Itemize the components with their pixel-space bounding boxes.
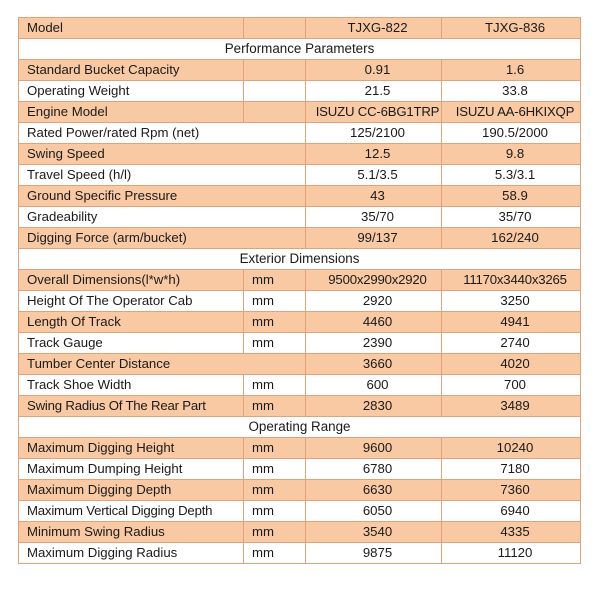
- model-2-name: TJXG-836: [442, 18, 581, 39]
- spec-row: [19, 543, 581, 564]
- spec-unit: mm: [244, 396, 306, 417]
- spec-row: [19, 102, 581, 123]
- spec-row: [19, 396, 581, 417]
- spec-unit: mm: [244, 312, 306, 333]
- spec-unit: mm: [244, 438, 306, 459]
- spec-unit: mm: [244, 543, 306, 564]
- spec-label: Maximum Dumping Height: [19, 459, 244, 480]
- section-header-row: [19, 249, 581, 270]
- spec-label: Maximum Digging Height: [19, 438, 244, 459]
- spec-label: Swing Radius Of The Rear Part: [19, 396, 244, 417]
- spec-label: Maximum Vertical Digging Depth: [19, 501, 244, 522]
- spec-value-model-2: 3489: [442, 396, 581, 417]
- section-header-row: [19, 417, 581, 438]
- spec-row: [19, 270, 581, 291]
- spec-value-model-1: 2920: [306, 291, 442, 312]
- spec-row: [19, 81, 581, 102]
- spec-row: [19, 501, 581, 522]
- spec-table: [18, 17, 581, 564]
- spec-label: Engine Model: [19, 102, 244, 123]
- spec-label: Maximum Digging Radius: [19, 543, 244, 564]
- spec-label: Overall Dimensions(l*w*h): [19, 270, 244, 291]
- spec-value-model-1: 9600: [306, 438, 442, 459]
- spec-value-model-2: 2740: [442, 333, 581, 354]
- spec-label: Rated Power/rated Rpm (net): [19, 123, 306, 144]
- spec-value-model-2: 6940: [442, 501, 581, 522]
- spec-value-model-1: 9500x2990x2920: [306, 270, 442, 291]
- spec-value-model-1: ISUZU CC-6BG1TRP: [306, 102, 442, 123]
- spec-unit: mm: [244, 480, 306, 501]
- section-title: Operating Range: [19, 417, 581, 438]
- spec-label: Tumber Center Distance: [19, 354, 306, 375]
- spec-value-model-1: 2830: [306, 396, 442, 417]
- spec-value-model-1: 4460: [306, 312, 442, 333]
- spec-value-model-2: 11170x3440x3265: [442, 270, 581, 291]
- spec-row: [19, 354, 581, 375]
- spec-label: Minimum Swing Radius: [19, 522, 244, 543]
- spec-label: Maximum Digging Depth: [19, 480, 244, 501]
- spec-value-model-1: 3660: [306, 354, 442, 375]
- spec-value-model-2: 162/240: [442, 228, 581, 249]
- spec-value-model-1: 6630: [306, 480, 442, 501]
- spec-unit: mm: [244, 375, 306, 396]
- spec-label: Track Shoe Width: [19, 375, 244, 396]
- spec-value-model-2: 11120: [442, 543, 581, 564]
- spec-value-model-1: 6780: [306, 459, 442, 480]
- model-label: Model: [19, 18, 244, 39]
- spec-row: [19, 291, 581, 312]
- spec-unit: mm: [244, 333, 306, 354]
- spec-value-model-2: 10240: [442, 438, 581, 459]
- spec-unit: mm: [244, 291, 306, 312]
- spec-value-model-2: 7360: [442, 480, 581, 501]
- spec-value-model-2: 3250: [442, 291, 581, 312]
- section-title: Performance Parameters: [19, 39, 581, 60]
- spec-value-model-1: 9875: [306, 543, 442, 564]
- spec-value-model-2: 4941: [442, 312, 581, 333]
- spec-row: [19, 480, 581, 501]
- spec-value-model-1: 21.5: [306, 81, 442, 102]
- spec-row: [19, 123, 581, 144]
- spec-value-model-2: 700: [442, 375, 581, 396]
- spec-label: Operating Weight: [19, 81, 244, 102]
- spec-value-model-2: ISUZU AA-6HKIXQP: [442, 102, 581, 123]
- spec-label: Ground Specific Pressure: [19, 186, 306, 207]
- spec-unit: [244, 60, 306, 81]
- spec-value-model-1: 125/2100: [306, 123, 442, 144]
- spec-unit: mm: [244, 522, 306, 543]
- spec-value-model-1: 6050: [306, 501, 442, 522]
- spec-label: Digging Force (arm/bucket): [19, 228, 306, 249]
- model-1-name: TJXG-822: [306, 18, 442, 39]
- spec-row: [19, 438, 581, 459]
- spec-row: [19, 312, 581, 333]
- spec-value-model-2: 58.9: [442, 186, 581, 207]
- spec-value-model-2: 190.5/2000: [442, 123, 581, 144]
- spec-label: Standard Bucket Capacity: [19, 60, 244, 81]
- spec-label: Swing Speed: [19, 144, 306, 165]
- spec-unit: mm: [244, 501, 306, 522]
- spec-value-model-2: 33.8: [442, 81, 581, 102]
- spec-unit: mm: [244, 270, 306, 291]
- section-header-row: [19, 39, 581, 60]
- spec-row: [19, 228, 581, 249]
- spec-value-model-1: 35/70: [306, 207, 442, 228]
- spec-row: [19, 459, 581, 480]
- spec-value-model-2: 1.6: [442, 60, 581, 81]
- spec-unit: [244, 81, 306, 102]
- spec-label: Travel Speed (h/l): [19, 165, 306, 186]
- spec-row: [19, 375, 581, 396]
- spec-unit: mm: [244, 459, 306, 480]
- model-unit: [244, 18, 306, 39]
- spec-label: Gradeability: [19, 207, 306, 228]
- spec-value-model-2: 7180: [442, 459, 581, 480]
- spec-row: [19, 522, 581, 543]
- spec-value-model-1: 2390: [306, 333, 442, 354]
- spec-value-model-2: 4020: [442, 354, 581, 375]
- spec-label: Height Of The Operator Cab: [19, 291, 244, 312]
- spec-value-model-2: 5.3/3.1: [442, 165, 581, 186]
- spec-value-model-1: 43: [306, 186, 442, 207]
- spec-row: [19, 186, 581, 207]
- spec-unit: [244, 102, 306, 123]
- spec-label: Track Gauge: [19, 333, 244, 354]
- header-row: [19, 18, 581, 39]
- spec-row: [19, 333, 581, 354]
- spec-table-body: [19, 18, 581, 564]
- spec-value-model-2: 35/70: [442, 207, 581, 228]
- spec-row: [19, 60, 581, 81]
- spec-value-model-2: 4335: [442, 522, 581, 543]
- spec-label: Length Of Track: [19, 312, 244, 333]
- spec-value-model-1: 3540: [306, 522, 442, 543]
- spec-row: [19, 165, 581, 186]
- spec-value-model-1: 600: [306, 375, 442, 396]
- section-title: Exterior Dimensions: [19, 249, 581, 270]
- spec-value-model-1: 12.5: [306, 144, 442, 165]
- spec-value-model-1: 0.91: [306, 60, 442, 81]
- spec-row: [19, 207, 581, 228]
- spec-row: [19, 144, 581, 165]
- spec-value-model-1: 99/137: [306, 228, 442, 249]
- spec-value-model-1: 5.1/3.5: [306, 165, 442, 186]
- spec-value-model-2: 9.8: [442, 144, 581, 165]
